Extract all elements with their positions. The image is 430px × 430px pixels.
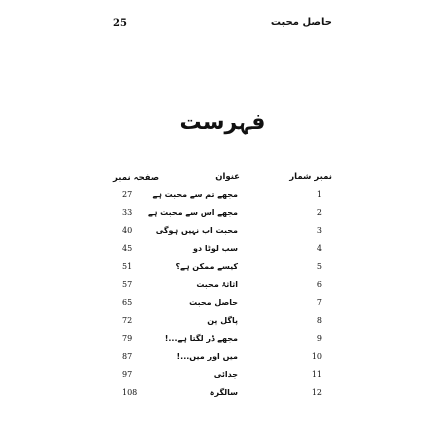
entry-title: مجھے تم سے محبت ہے: [152, 190, 238, 199]
entry-number: 1: [316, 190, 322, 199]
contents-row: [105, 334, 340, 352]
entry-page: 57: [122, 280, 133, 289]
contents-row: [105, 208, 340, 226]
contents-row: [105, 352, 340, 370]
entry-page: 45: [122, 244, 133, 253]
entry-page: 65: [122, 298, 133, 307]
entry-page: 40: [122, 226, 133, 235]
entry-title: پاگل پن: [207, 316, 238, 325]
entry-page: 33: [122, 208, 133, 217]
entry-number: 8: [316, 316, 322, 325]
table-header: [105, 172, 340, 186]
contents-row: [105, 280, 340, 298]
entry-title: سالگرہ: [209, 388, 238, 397]
entry-title: محبت اب نہیں ہوگی: [155, 226, 238, 235]
page-title: فہرست: [179, 110, 266, 135]
entry-title: میں اور میں...!: [176, 352, 238, 361]
entry-page: 79: [122, 334, 133, 343]
contents-row: [105, 262, 340, 280]
running-head: حاصل محبت: [270, 17, 332, 28]
entry-title: جدائی: [213, 370, 238, 379]
entry-number: 5: [316, 262, 322, 271]
entry-page: 87: [122, 352, 133, 361]
entry-number: 9: [316, 334, 322, 343]
entry-title: مجھے ڈر لگتا ہے...!: [164, 334, 238, 343]
contents-row: [105, 388, 340, 406]
contents-row: [105, 316, 340, 334]
entry-title: حاصل محبت: [189, 298, 238, 307]
contents-row: [105, 190, 340, 208]
entry-number: 6: [316, 280, 322, 289]
contents-row: [105, 298, 340, 316]
entry-number: 12: [311, 388, 322, 397]
entry-number: 7: [316, 298, 322, 307]
entry-number: 2: [316, 208, 322, 217]
entry-title: کیسے ممکن ہے؟: [175, 262, 238, 271]
entry-number: 4: [316, 244, 322, 253]
entry-page: 108: [122, 388, 138, 397]
column-header-title: عنوان: [215, 172, 240, 182]
entry-page: 27: [122, 190, 133, 199]
contents-row: [105, 370, 340, 388]
entry-title: مجھے اس سے محبت ہے: [148, 208, 238, 217]
column-header-page: صفحہ نمبر: [113, 173, 160, 183]
entry-page: 72: [122, 316, 133, 325]
book-page: [105, 0, 340, 430]
entry-number: 3: [316, 226, 322, 235]
entry-number: 10: [311, 352, 322, 361]
entry-title: سب لوٹا دو: [192, 244, 238, 253]
contents-row: [105, 226, 340, 244]
entry-title: اثاثۂ محبت: [196, 280, 238, 289]
column-header-number: نمبر شمار: [289, 172, 332, 182]
entry-page: 51: [122, 262, 133, 271]
page-number: 25: [113, 18, 127, 29]
entry-page: 97: [122, 370, 133, 379]
entry-number: 11: [311, 370, 322, 379]
contents-row: [105, 244, 340, 262]
